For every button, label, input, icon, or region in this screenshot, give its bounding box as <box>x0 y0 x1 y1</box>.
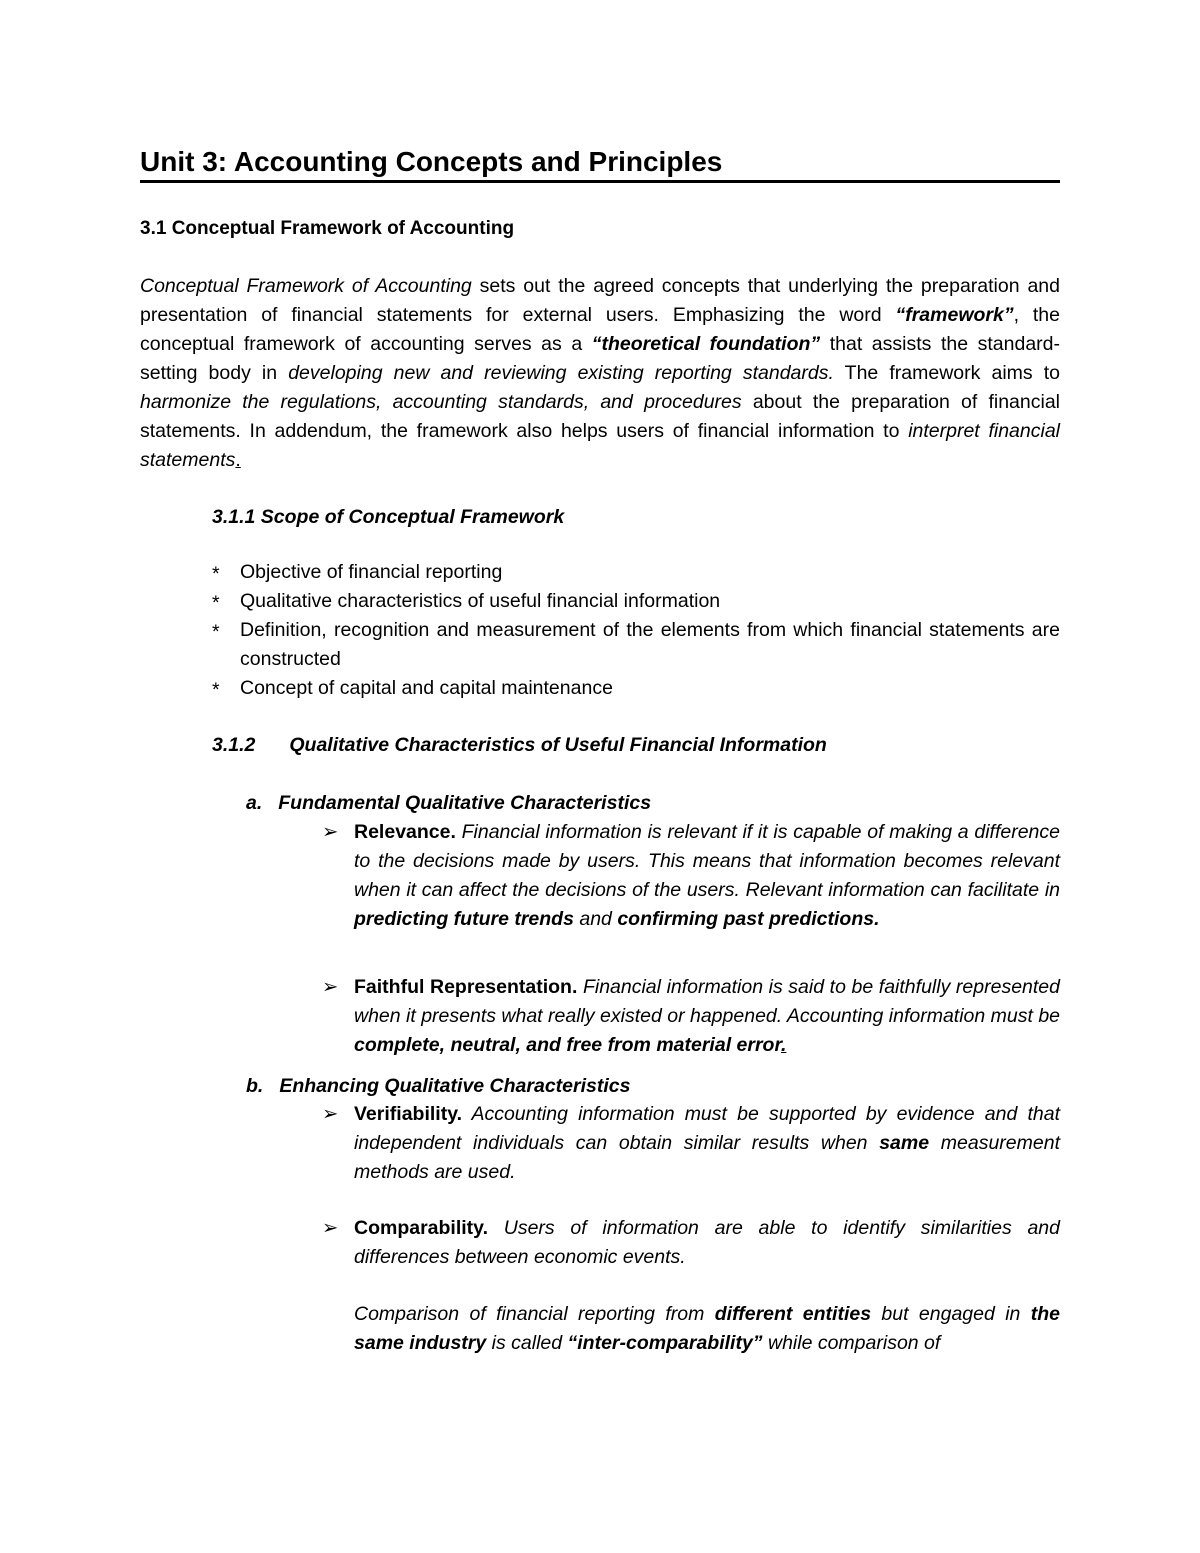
para-text: is called <box>486 1332 568 1354</box>
para-text: “inter-comparability” <box>567 1332 763 1354</box>
section-3-1-1-heading: 3.1.1 Scope of Conceptual Framework <box>212 506 565 528</box>
arrow-bullet-icon: ➢ <box>322 1103 339 1125</box>
item-text: measurement methods are used. <box>354 1132 1060 1183</box>
para-text: , the conceptual framework of accounting serves as a <box>140 304 1060 355</box>
arrow-bullet-icon: ➢ <box>322 1217 339 1239</box>
item-text: Financial information is relevant if it is capable of making a difference to the decisions made by users. This means that information becomes relevant when it can affect the decisions of the users. Relevant information can facilitate in <box>354 821 1060 901</box>
para-text: different entities <box>714 1303 872 1325</box>
item-label: Relevance. <box>354 821 456 843</box>
subsection-a-heading <box>246 790 651 816</box>
arrow-bullet-icon: ➢ <box>322 821 339 843</box>
list-item-text: Objective of financial reporting <box>240 561 503 583</box>
scope-list <box>212 558 1060 703</box>
asterisk-bullet-icon: * <box>212 563 220 585</box>
para-text: “framework” <box>895 304 1014 326</box>
para-text: . <box>235 449 241 471</box>
section-3-1-heading: 3.1 Conceptual Framework of Accounting <box>140 218 515 239</box>
item-text: and <box>573 908 618 930</box>
item-text: Users of information are able to identify similarities and differences between economic events. <box>354 1217 1060 1268</box>
para-text: but engaged in <box>871 1303 1031 1325</box>
faithful-representation-item <box>322 973 1060 1060</box>
para-text: Comparison of financial reporting from <box>354 1303 715 1325</box>
section-3-1-2-heading <box>212 732 827 758</box>
item-text: . <box>780 1034 787 1056</box>
relevance-item <box>322 818 1060 934</box>
para-text: while comparison of <box>762 1332 941 1354</box>
para-text: sets out the agreed concepts that underlying the preparation and presentation of financial statements for external users. Emphasizing the word <box>140 275 1060 326</box>
subsection-label: b. <box>246 1075 264 1097</box>
para-text: Conceptual Framework of Accounting <box>140 275 472 297</box>
item-text: predicting future trends <box>354 908 574 930</box>
item-text: confirming past predictions <box>617 908 875 930</box>
subsection-b-heading <box>246 1073 630 1099</box>
list-item <box>212 587 1060 616</box>
item-label: Verifiability. <box>354 1103 463 1125</box>
para-text: harmonize the regulations, accounting standards, and procedures <box>140 391 742 413</box>
para-text: that assists the standard-setting body in <box>140 333 1061 384</box>
para-text: “theoretical foundation” <box>591 333 821 355</box>
list-item <box>212 616 1060 674</box>
list-item-text: Qualitative characteristics of useful financial information <box>240 590 721 612</box>
arrow-bullet-icon: ➢ <box>322 976 339 998</box>
comparison-paragraph <box>354 1300 1060 1358</box>
subsection-title: Fundamental Qualitative Characteristics <box>278 792 652 814</box>
asterisk-bullet-icon: * <box>212 621 220 643</box>
subsection-title: Enhancing Qualitative Characteristics <box>279 1075 631 1097</box>
para-text: developing new and reviewing existing reporting standards. <box>288 362 834 384</box>
asterisk-bullet-icon: * <box>212 592 220 614</box>
list-item <box>212 674 1060 703</box>
item-text: Financial information is said to be faithfully represented when it presents what really existed or happened. Accounting information must be <box>354 976 1061 1027</box>
subsection-label: a. <box>246 792 263 814</box>
comparability-item <box>322 1214 1060 1272</box>
section-title: Qualitative Characteristics of Useful Financial Information <box>289 734 827 756</box>
item-text: . <box>874 908 880 930</box>
verifiability-item <box>322 1100 1060 1187</box>
section-3-1-paragraph <box>140 272 1060 475</box>
para-text: the same industry <box>354 1303 1060 1354</box>
list-item-text: Concept of capital and capital maintenance <box>240 677 613 699</box>
list-item-text: Definition, recognition and measurement of the elements from which financial statements are constructed <box>240 619 1060 670</box>
title-underline <box>140 180 1060 183</box>
para-text: about the preparation of financial statements. In addendum, the framework also helps users of financial information to <box>140 391 1060 442</box>
para-text: interpret financial statements <box>140 420 1061 471</box>
list-item <box>212 558 1060 587</box>
item-text: Accounting information must be supported by evidence and that independent individuals can obtain similar results when <box>354 1103 1060 1154</box>
unit-title: Unit 3: Accounting Concepts and Principles <box>140 146 723 177</box>
item-text: same <box>879 1132 930 1154</box>
item-text: complete, neutral, and free from material error <box>354 1034 781 1056</box>
section-number: 3.1.2 <box>212 734 256 756</box>
asterisk-bullet-icon: * <box>212 679 220 701</box>
para-text: The framework aims to <box>833 362 1060 384</box>
item-label: Comparability. <box>354 1217 488 1239</box>
item-label: Faithful Representation. <box>354 976 578 998</box>
